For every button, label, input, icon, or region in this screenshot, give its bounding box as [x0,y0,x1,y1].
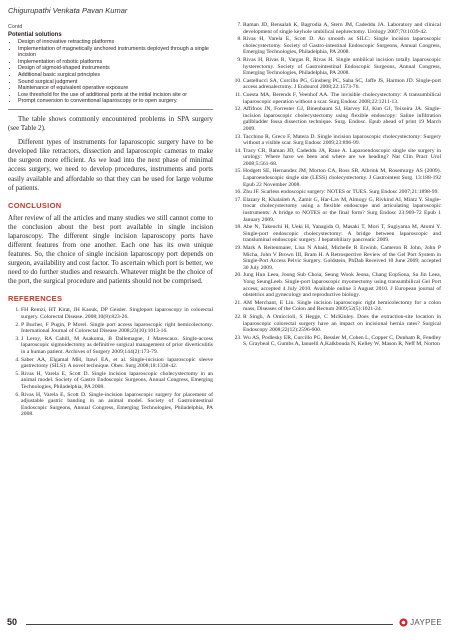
right-column [229,22,441,349]
body-paragraph: Different types of instruments for laparoscopic surgery have to be developed like retractors, dissection and laparoscopic cameras to make the surgeon more efficient. As we lead into the next phase of minimal access surgery, we need to develop procedures, instruments and ports easily available and affordable so that they can be used for large volume of patients. [8,138,213,192]
left-column [8,24,213,419]
reference-item: 3. J Leroy, RA Cahill, M Asakuma, B Dallemagne, J Marescaux. Single-access laparoscopic sigmoidectomy as definitive surgical management of prior diverticulitis in a human patient. Archives of Surgery 2009;144(2):173-79. [21,336,213,356]
solutions-list [8,39,213,105]
solution-item: • Maintenance of equivalent operative exposure [18,85,213,92]
solution-item: • Sound surgical judgment [18,79,213,86]
reference-item: 4. Saber AA, Elgamal MH, Itawi EA, et al. Single-incision laparoscopic sleeve gastrectomy (SILS): A novel technique. Obes. Surg 2008;18:1338-42. [21,357,213,370]
page-number: 50 [7,617,18,627]
reference-item: 14. Tracy CR, Raman JD, Cadeddu JA, Rane A. Laparoendoscopic single site surgery in urology: Where have we been and where are we heading? Nat Clin Pract Urol 2008;5:561-68. [243,148,441,168]
solution-item: • Implementation of magnetically anchored instruments deployed through a single incision [18,46,213,59]
reference-item: 11. Cuesta MA, Berends F, Veenhof AA. The invisible cholecystectomy: A transumbilical laparoscopic operation without a scar. Surg Endosc 2008;22:1211-13. [243,92,441,105]
reference-item: 13. Tacchino R, Greco F, Matera D. Single incision laparoscopic cholecystectomy: Surgery without a visible scar. Surg Endosc 2009;23:896-99. [243,134,441,147]
references-heading: REFERENCES [8,294,63,304]
reference-item: 22. R Singh, A Omiccioli, S Hegge, C McKinley. Does the extraction-site location in laparoscopic colorectal surgery have an impact on incisional hernia rates? Surgical Endoscopy 2008;22(12):2596-600. [243,314,441,334]
jaypee-logo-icon [399,618,408,627]
body-paragraph: The table shows commonly encountered problems in SPA surgery (see Table 2). [8,114,213,133]
solutions-box-title: Potential solutions [8,32,62,38]
reference-item: 17. Elazary R, Khalaileh A, Zamir G, Har-Lav M, Almogy G, Rivkind AI, Mintz Y. Single-trocar cholecystectomy using a flexible endoscope and articulating laparoscopic instruments: A bridge to NOTES or the final form? Surg Endosc 23:969-72 Epub 1 January 2009. [243,197,441,223]
reference-item: 21. AM Merchant, E Lin. Single incision laparoscopic right hemicolectomy for a colon mass, Diseases of the Colon and Rectum 2009;52(5):1021-24. [243,300,441,313]
solution-item: • Additional basic surgical principles [18,72,213,79]
reference-item: 16. Zhu JF. Scarless endoscopic surgery: NOTES or TUES. Surg Endosc 2007;21:1898-99. [243,189,441,196]
box-divider [8,109,213,110]
reference-item: 19. Mark A Reitenmaier, Lisa N Abaid, Michelle R Erwinb, Cameron R John, John P Micha, John V Brown III, Bram H. A Retrospective Review of the Gel Port System in Single-Port Access Pelvic Surgery. Goldstein, PhDab Received 10 June 2009; accepted 30 July 2009. [243,245,441,271]
reference-item: 9. Rivas H, Rivas R, Vargas R, Rivas H. Single umbilical incision totally laparoscopic hysterectomy. Society of Gastrointestinal Endoscopic Surgeons, Annual Congress, Emerging Technologies, Philadelphia, PA 2008. [243,57,441,77]
reference-item: 12. Affifnos JN, Forrester GJ, Binenbaum SJ, Harvey EJ, Kim GJ, Teixeira JA. Single-incision laparoscopic cholecystectomy using flexible endoscopy: Saline infiltration gallbladder fossa dissection technique. Surg. Endosc. Epub ahead of print 19 March 2009. [243,106,441,132]
solution-item: • Implementation of robotic platforms [18,59,213,66]
publisher-name: JAYPEE [410,618,442,627]
conclusion-heading: CONCLUSION [8,200,62,210]
reference-item: 15. Hodgett SE, Hernandez JM, Morton CA, Ross SB, Albrink M, Rosemurgy AS (2009). Laparoendoscopic single site (LESS) cholecystectomy. J Gastrointest Surg. 13:188-192 Epub 22 November 2008. [243,168,441,188]
reference-item: 8. Rivas H, Varela E, Scott D. An smooth as SILC: Single incision laparoscopic cholecystectomy. Society of Gastro-intestinal Endoscopic Surgeons, Annual Congress, Emerging Technologies, Philadelphia, PA 2008. [243,36,441,56]
solution-item: • Low threshold for the use of additional ports at the initial incision site or [18,92,213,99]
footer-rule [26,624,393,625]
conclusion-paragraph: After review of all the articles and many studies we still cannot come to the conclusion about the best port available in single incision laparoscopy. The different single incision laparoscopy ports have different features from one another. Each one has its own unique features. So, the choice of single incision laparoscopy port depends on surgeon, availability and cost factor. To ascertain which port is better, we need to do further studies and research. Whatever might be the choice of the port, the surgical procedure and patients should not be comprised. [8,213,213,286]
solution-item: • Prompt conversion to conventional laparoscopy or to open surgery. [18,98,213,105]
reference-item: 6. Rivas H, Varela E, Scott D. Single-incision laparoscopic surgery for placement of adjustable gastric banding in an animal model. Society of Gastrointestinal Endoscopic Surgeons, Annual Congress, Emerging Technologies, Philadelphia, PA 2008. [21,392,213,418]
solution-item: • Design of sigmoid-shaped instruments [18,65,213,72]
references-list-left [8,307,213,418]
references-list-right [229,22,441,348]
reference-item: 23. Wu AS, Podlesky ER, Curcillo PG, Bessler M, Cohen L, Copper C, Dunham R, Fendley S, Graybeal C, Gumbs A, Ianuelli A,Kalkbouda N, Kelley W, Mason R, Neff M, Norton [243,335,441,348]
running-header-author: Chigurupathi Venkata Pavan Kumar [8,6,128,15]
reference-item: 18. Abe N, Takeuchi H, Ueki H, Yanagida O, Masaki T, Mori T, Sugiyama M, Atomi Y. Single-port endoscopic cholecystectomy: A bridge between laparoscopic and transluminal endoscopic surgery. J hepatobiliary pancreatic 2009. [243,224,441,244]
reference-item: 20. Jung Hun Leea, Joong Sub Choia, Seung Wook Jeona, Chang EopSona, Sa Jin Leea, Yong SeungLeeb. Single-port laparoscopic myomectomy using transumbilical Gel Port access; accepted 4 July 2010. Available online 3 August 2010. J European journal of obstetrics and gynecology and reproductive biology. [243,272,441,298]
reference-item: 1. FH Remzi, HT Kirat, JH Kaouk, DP Geisler. Singleport laparoscopy in colorectal surgery. Colorectal Disease. 2008;10(8):823-26. [21,307,213,320]
box-continued-label: Contd [8,24,23,30]
reference-item: 10. Castellucci SA, Curcillo PG, Ginsberg PC, Saba SC, Jaffe JS, Harmon JD. Single-port access adrenalectomy. J Endourol 2008;22:1573-76. [243,78,441,91]
reference-item: 2. P Bucher, F Pugin, P Morel. Single port access laparoscopic right hemicolectomy. International Journal of Colorectal Disease 2008;23(10):1013-16. [21,322,213,335]
publisher-logo [399,618,442,627]
reference-item: 7. Raman JD, Bensalah K, Bagrodia A, Stern JM, Cadeddu JA. Laboratory and clinical development of single keyhole umbilical nephrectomy. Urology 2007;70:1039-42. [243,22,441,35]
solution-item: • Design of innovative retracting platforms [18,39,213,46]
reference-item: 5. Rivas H, Varela E, Scott D. Single incision laparoscopic cholecystectomy in an animal model. Society of Gastro Endoscopic Surgeons, Annual Congress, Emerging Technologies, Philadelphia, PA 2008. [21,371,213,391]
